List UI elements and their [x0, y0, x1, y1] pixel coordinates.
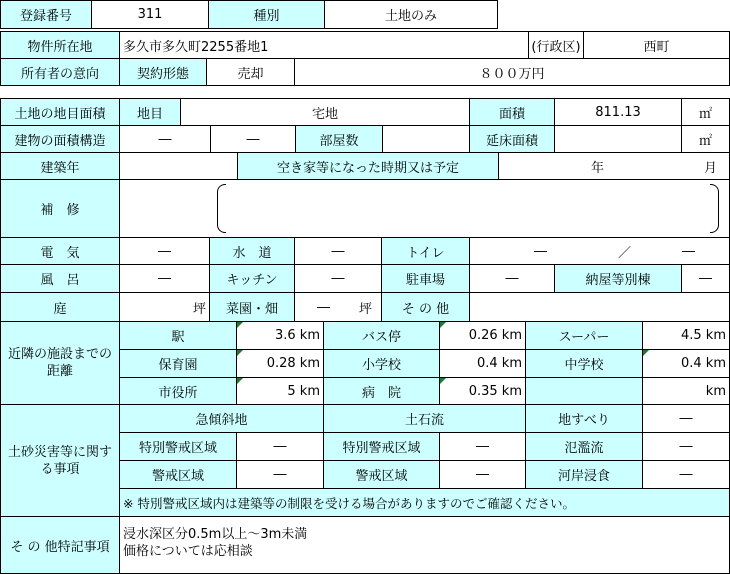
special-zone-label-1: 特別警戒区域	[119, 432, 237, 461]
rooms-value	[382, 125, 470, 153]
left-bracket	[217, 184, 226, 233]
toilet-slash: ／	[618, 245, 632, 261]
toilet-value-a: ―	[534, 243, 547, 259]
warning-zone-label-2: 警戒区域	[323, 460, 440, 489]
district-label: (行政区)	[528, 31, 584, 59]
reg-no-value: 311	[91, 0, 209, 29]
bank-erosion-value: ―	[642, 460, 730, 489]
building-label: 建物の面積構造	[0, 125, 120, 153]
cell-marker	[237, 378, 243, 384]
bus-label: バス停	[323, 321, 440, 350]
electric-value: ―	[119, 237, 210, 265]
nursery-label: 保育園	[119, 349, 237, 378]
other-facility-value	[469, 292, 730, 322]
land-area-value: 811.13	[554, 98, 682, 126]
station-value: 3.6 km	[236, 321, 324, 350]
other-facility-label: そ の 他	[381, 292, 470, 322]
land-area-unit: ㎡	[681, 98, 730, 126]
location-label: 物件所在地	[0, 31, 120, 59]
junior-high-label: 中学校	[525, 349, 643, 378]
flood-flow-label: 氾濫流	[525, 432, 643, 461]
station-label: 駅	[119, 321, 237, 350]
electric-label: 電 気	[0, 237, 120, 265]
toilet-value-b: ―	[682, 243, 695, 259]
water-value: ―	[294, 237, 382, 265]
month-unit: 月	[703, 160, 717, 176]
garden-value: 坪	[119, 292, 210, 322]
nearby-label: 近隣の施設までの距離	[0, 321, 120, 405]
right-bracket	[710, 184, 719, 233]
debris-flow-label: 土石流	[323, 404, 526, 433]
floor-area-label: 延床面積	[469, 125, 555, 153]
super-value: 4.5 km	[642, 321, 730, 350]
special-zone-label-2: 特別警戒区域	[323, 432, 440, 461]
floor-area-unit: ㎡	[681, 125, 730, 153]
contract-label: 契約形態	[119, 58, 207, 86]
contract-value: 売却	[206, 58, 295, 86]
barn-value: ―	[681, 264, 730, 293]
hospital-value: 0.35 km	[439, 377, 526, 405]
year-unit: 年	[591, 160, 605, 176]
cell-marker	[643, 350, 649, 356]
landslide-value: ―	[642, 404, 730, 433]
landslide-label: 地すべり	[525, 404, 643, 433]
bath-label: 風 呂	[0, 264, 120, 293]
special-zone-value-1: ―	[236, 432, 324, 461]
other-note-line-2: 価格については応相談	[123, 544, 253, 559]
barn-label: 納屋等別棟	[554, 264, 682, 293]
land-area-label: 面積	[469, 98, 555, 126]
extra-facility-label	[525, 377, 643, 405]
extra-facility-value: km	[642, 377, 730, 405]
repair-label: 補 修	[0, 179, 120, 238]
kitchen-label: キッチン	[209, 264, 295, 293]
vacant-period-value	[498, 152, 730, 180]
repair-box	[119, 179, 730, 238]
intent-label: 所有者の意向	[0, 58, 120, 86]
super-label: スーパー	[525, 321, 643, 350]
type-label: 種別	[208, 0, 325, 29]
parking-label: 駐車場	[381, 264, 470, 293]
floor-area-value	[554, 125, 682, 153]
building-struct-2: ―	[210, 125, 296, 153]
garden-label: 庭	[0, 292, 120, 322]
price-value: ８００万円	[294, 58, 730, 86]
cityhall-value: 5 km	[236, 377, 324, 405]
toilet-label: トイレ	[381, 237, 470, 265]
reg-no-label: 登録番号	[0, 0, 92, 29]
cell-marker	[440, 322, 446, 328]
warning-zone-value-1: ―	[236, 460, 324, 489]
year-built-value	[119, 152, 238, 180]
cell-marker	[237, 322, 243, 328]
field-unit: 坪	[359, 301, 373, 317]
other-notes-label: そ の 他特記事項	[0, 516, 120, 574]
hospital-label: 病 院	[323, 377, 440, 405]
elementary-label: 小学校	[323, 349, 440, 378]
land-category-value: 宅地	[180, 98, 470, 126]
kitchen-value: ―	[294, 264, 382, 293]
toilet-value	[469, 237, 730, 265]
special-zone-value-2: ―	[439, 432, 526, 461]
cityhall-label: 市役所	[119, 377, 237, 405]
parking-value: ―	[469, 264, 555, 293]
elementary-value: 0.4 km	[439, 349, 526, 378]
field-label: 菜園・畑	[209, 292, 295, 322]
bank-erosion-label: 河岸浸食	[525, 460, 643, 489]
other-note-line-1: 浸水深区分0.5m以上～3m未満	[123, 527, 308, 542]
type-value: 土地のみ	[324, 0, 498, 29]
location-value: 多久市多久町2255番地1	[119, 31, 529, 59]
junior-high-value: 0.4 km	[642, 349, 730, 378]
rooms-label: 部屋数	[295, 125, 383, 153]
field-dash: ―	[317, 299, 330, 315]
hazard-note: ※ 特別警戒区域内は建築等の制限を受ける場合がありますのでご確認ください。	[119, 488, 730, 517]
other-notes-box	[119, 516, 730, 574]
bath-value: ―	[119, 264, 210, 293]
building-struct-1: ―	[119, 125, 211, 153]
flood-flow-value: ―	[642, 432, 730, 461]
warning-zone-value-2: ―	[439, 460, 526, 489]
land-category-label: 地目	[119, 98, 181, 126]
year-built-label: 建築年	[0, 152, 120, 180]
cell-marker	[237, 350, 243, 356]
nursery-value: 0.28 km	[236, 349, 324, 378]
field-value	[294, 292, 382, 322]
vacant-period-label: 空き家等になった時期又は予定	[237, 152, 499, 180]
water-label: 水 道	[209, 237, 295, 265]
district-value: 西町	[583, 31, 730, 59]
steep-slope-label: 急傾斜地	[119, 404, 324, 433]
warning-zone-label-1: 警戒区域	[119, 460, 237, 489]
land-label: 土地の地目面積	[0, 98, 120, 126]
cell-marker	[440, 378, 446, 384]
hazard-label: 土砂災害等に関する事項	[0, 404, 120, 517]
bus-value: 0.26 km	[439, 321, 526, 350]
